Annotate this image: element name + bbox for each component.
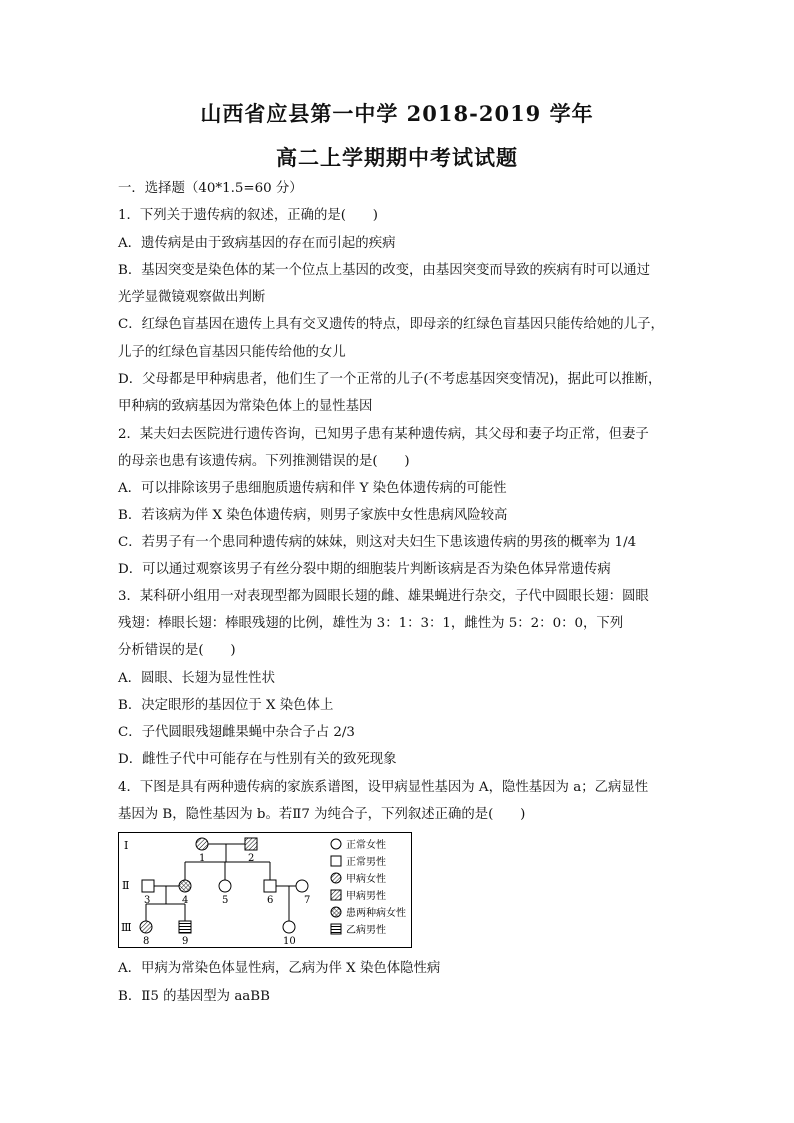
q1-option-c-cont: 儿子的红绿色盲基因只能传给他的女儿 — [118, 345, 346, 360]
individual-9-disease-b-male — [179, 921, 191, 933]
legend-normal-female-symbol — [331, 839, 341, 849]
question-2-cont: 的母亲也患有该遗传病。下列推测错误的是( ) — [118, 454, 410, 469]
q2-option-b: B．若该病为伴 X 染色体遗传病，则男子家族中女性患病风险较高 — [118, 508, 508, 523]
legend-disease-b-male: 乙病男性 — [346, 925, 386, 936]
q1-option-d-cont: 甲种病的致病基因为常染色体上的显性基因 — [118, 399, 373, 414]
q3-option-b: B．决定眼形的基因位于 X 染色体上 — [118, 698, 334, 713]
individual-label-8: 8 — [143, 936, 150, 947]
individual-label-6: 6 — [267, 895, 274, 906]
question-3-cont: 残翅：棒眼长翅：棒眼残翅的比例，雄性为 3：1：3：1，雌性为 5：2：0：0，下列 — [118, 616, 624, 631]
legend-disease-a-male-symbol — [331, 890, 341, 900]
individual-8-affected-female — [140, 921, 152, 933]
individual-6-normal-male — [264, 880, 276, 892]
question-3-cont2: 分析错误的是( ) — [118, 643, 236, 658]
generation-label-1: Ⅰ — [124, 839, 129, 852]
question-4-cont: 基因为 B，隐性基因为 b。若Ⅱ7 为纯合子，下列叙述正确的是( ) — [118, 807, 526, 822]
q1-option-b: B．基因突变是染色体的某一个位点上基因的改变，由基因突变而导致的疾病有时可以通过 — [118, 263, 651, 278]
individual-4-two-diseases-female — [179, 880, 191, 892]
individual-label-10: 10 — [283, 936, 296, 947]
q2-option-a: A．可以排除该男子患细胞质遗传病和伴 Y 染色体遗传病的可能性 — [118, 481, 507, 496]
q4-option-b: B．Ⅱ5 的基因型为 aaBB — [118, 989, 270, 1004]
legend-normal-female: 正常女性 — [346, 840, 386, 851]
individual-1-affected-female — [196, 838, 208, 850]
legend-disease-b-male-symbol — [331, 924, 341, 934]
document-subtitle: 高二上学期期中考试试题 — [276, 145, 518, 170]
generation-label-3: Ⅲ — [121, 921, 132, 934]
q1-option-d: D．父母都是甲种病患者，他们生了一个正常的儿子(不考虑基因突变情况)，据此可以推断， — [118, 372, 662, 387]
question-2: 2．某夫妇去医院进行遗传咨询，已知男子患有某种遗传病，其父母和妻子均正常，但妻子 — [118, 427, 649, 442]
individual-label-9: 9 — [182, 936, 189, 947]
individual-10-normal-female — [283, 921, 295, 933]
individual-7-normal-female — [296, 880, 308, 892]
document-title: 山西省应县第一中学 2018-2019 学年 — [200, 101, 594, 126]
individual-3-normal-male — [142, 880, 154, 892]
legend-disease-a-female: 甲病女性 — [346, 874, 386, 885]
q2-option-c: C．若男子有一个患同种遗传病的妹妹，则这对夫妇生下患该遗传病的男孩的概率为 1/4 — [118, 535, 637, 550]
question-3: 3．某科研小组用一对表现型都为圆眼长翅的雌、雄果蝇进行杂交，子代中圆眼长翅：圆眼 — [118, 589, 649, 604]
q1-option-b-cont: 光学显微镜观察做出判断 — [118, 290, 266, 305]
section-heading: 一．选择题（40*1.5=60 分） — [118, 181, 303, 196]
q4-option-a: A．甲病为常染色体显性病，乙病为伴 X 染色体隐性病 — [118, 961, 441, 976]
q3-option-d: D．雌性子代中可能存在与性别有关的致死现象 — [118, 752, 397, 767]
legend-two-diseases-female: 患两种病女性 — [346, 908, 406, 919]
q3-option-a: A．圆眼、长翅为显性性状 — [118, 671, 275, 686]
q2-option-d: D．可以通过观察该男子有丝分裂中期的细胞装片判断该病是否为染色体异常遗传病 — [118, 562, 611, 577]
legend-normal-male: 正常男性 — [346, 857, 386, 868]
individual-label-2: 2 — [248, 853, 255, 864]
individual-label-4: 4 — [182, 895, 189, 906]
generation-label-2: Ⅱ — [122, 879, 130, 892]
individual-label-7: 7 — [304, 895, 311, 906]
legend-two-diseases-female-symbol — [331, 907, 341, 917]
individual-label-1: 1 — [199, 853, 206, 864]
individual-label-5: 5 — [222, 895, 229, 906]
individual-5-normal-female — [219, 880, 231, 892]
q1-option-a: A．遗传病是由于致病基因的存在而引起的疾病 — [118, 236, 396, 251]
legend-disease-a-female-symbol — [331, 873, 341, 883]
individual-2-affected-male — [245, 838, 257, 850]
q3-option-c: C．子代圆眼残翅雌果蝇中杂合子占 2/3 — [118, 725, 355, 740]
legend-disease-a-male: 甲病男性 — [346, 891, 386, 902]
question-1: 1．下列关于遗传病的叙述，正确的是( ) — [118, 208, 378, 223]
q1-option-c: C．红绿色盲基因在遗传上具有交叉遗传的特点，即母亲的红绿色盲基因只能传给她的儿子， — [118, 317, 664, 332]
pedigree-chart — [118, 832, 412, 948]
question-4: 4．下图是具有两种遗传病的家族系谱图，设甲病显性基因为 A，隐性基因为 a；乙病显性 — [118, 780, 649, 795]
legend-normal-male-symbol — [331, 856, 341, 866]
individual-label-3: 3 — [144, 895, 151, 906]
